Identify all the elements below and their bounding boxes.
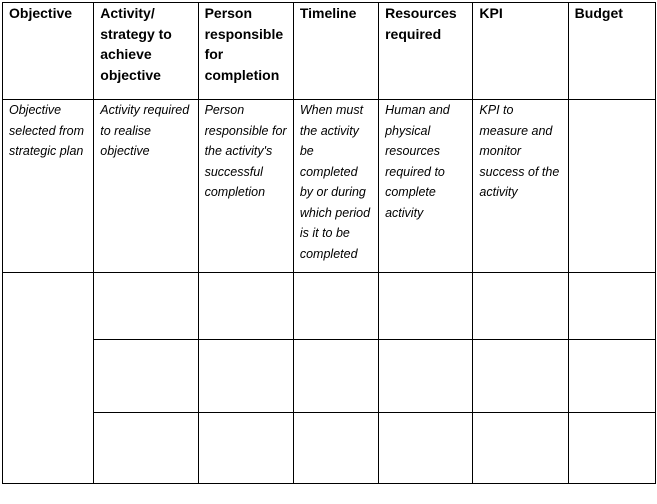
header-activity: Activity/ strategy to achieve objective — [94, 3, 198, 100]
desc-objective: Objective selected from strategic plan — [3, 100, 94, 273]
table-row — [3, 413, 656, 484]
description-row — [3, 100, 656, 273]
desc-budget — [568, 100, 655, 273]
header-timeline: Timeline — [293, 3, 378, 100]
empty-cell — [198, 340, 293, 413]
empty-cell-objective — [3, 273, 94, 484]
empty-cell — [198, 413, 293, 484]
empty-cell — [293, 273, 378, 340]
empty-cell — [473, 273, 568, 340]
empty-cell — [379, 273, 473, 340]
empty-cell — [568, 273, 655, 340]
empty-cell — [379, 340, 473, 413]
empty-cell — [94, 340, 198, 413]
header-row — [3, 3, 656, 100]
empty-cell — [94, 273, 198, 340]
empty-cell — [293, 340, 378, 413]
empty-cell — [473, 413, 568, 484]
header-resources: Resources required — [379, 3, 473, 100]
desc-person-responsible: Person responsible for the activity's successful completion — [198, 100, 293, 273]
empty-cell — [473, 340, 568, 413]
table-row — [3, 273, 656, 340]
action-plan-table — [2, 2, 656, 484]
desc-timeline: When must the activity be completed by or during which period is it to be completed — [293, 100, 378, 273]
header-person-responsible: Person responsible for completion — [198, 3, 293, 100]
empty-cell — [568, 413, 655, 484]
header-budget: Budget — [568, 3, 655, 100]
table-row — [3, 340, 656, 413]
header-kpi: KPI — [473, 3, 568, 100]
desc-activity: Activity required to realise objective — [94, 100, 198, 273]
empty-cell — [379, 413, 473, 484]
empty-cell — [568, 340, 655, 413]
desc-kpi: KPI to measure and monitor success of the activity — [473, 100, 568, 273]
desc-resources: Human and physical resources required to complete activity — [379, 100, 473, 273]
header-objective: Objective — [3, 3, 94, 100]
empty-cell — [293, 413, 378, 484]
empty-cell — [94, 413, 198, 484]
empty-cell — [198, 273, 293, 340]
